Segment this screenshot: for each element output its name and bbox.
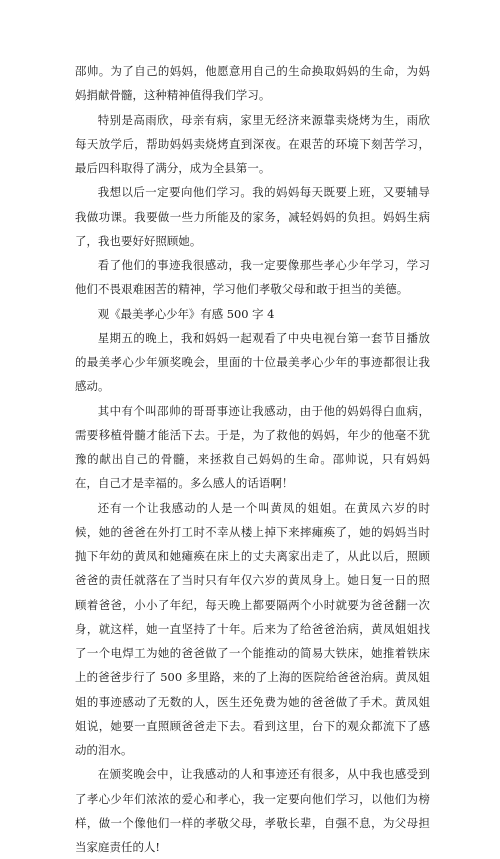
- paragraph-conclusion: 在颁奖晚会中，让我感动的人和事迹还有很多，从中我也感受到了孝心少年们浓浓的爱心和孝心，我一定要向他们学习，以他们为榜样，做一个像他们一样的孝敬父母，孝敬长辈，自强不息，为父母担当家庭责任的人!: [75, 767, 430, 854]
- paragraph-huang-feng: 还有一个让我感动的人是一个叫黄凤的姐姐。在黄凤六岁的时候，她的爸爸在外打工时不幸从楼上掉下来摔瘫痪了，她的妈妈当时抛下年幼的黄凤和她瘫痪在床上的丈夫离家出走了，从此以后，照顾爸爸的责任就落在了当时只有年仅六岁的黄凤身上。她日复一日的照顾着爸爸，小小了年纪，每天晚上都要隔两个小时就要为爸爸翻一次身，就这样，她一直坚持了十年。后来为了给爸爸治病，黄凤姐姐找了一个电焊工为她的爸爸做了一个能推动的简易大铁床，她推着铁床上的爸爸步行了 500 多里路，来的了上海的医院给爸爸治病。黄凤姐姐的事迹感动了无数的人，医生还免费为她的爸爸做了手术。黄凤姐姐说，她要一直照顾爸爸走下去。看到这里，台下的观众都流下了感动的泪水。: [75, 500, 430, 757]
- document-body: [75, 59, 430, 859]
- paragraph-gao-yuxin: 特别是高雨欣，母亲有病，家里无经济来源靠卖烧烤为生，雨欣每天放学后，帮助妈妈卖烧烤直到深夜。在艰苦的环境下刻苦学习，最后四科取得了满分，成为全县第一。: [75, 112, 430, 175]
- paragraph-continuation: 邵帅。为了自己的妈妈，他愿意用自己的生命换取妈妈的生命，为妈妈捐献骨髓，这种精神值得我们学习。: [75, 64, 430, 103]
- paragraph-shao-shuai: 其中有个叫邵帅的哥哥事迹让我感动，由于他的妈妈得白血病，需要移植骨髓才能活下去。于是，为了救他的妈妈，年少的他毫不犹豫的献出自己的骨髓，来拯救自己妈妈的生命。邵帅说，只有妈妈在，自己才是幸福的。多么感人的话语啊！: [75, 403, 430, 491]
- paragraph-moved: 看了他们的事迹我很感动，我一定要像那些孝心少年学习，学习他们不畏艰难困苦的精神，学习他们孝敬父母和敢于担当的美德。: [75, 258, 430, 297]
- essay-subtitle: 观《最美孝心少年》有感 500 字 4: [97, 306, 275, 321]
- paragraph-learn-from-them: 我想以后一定要向他们学习。我的妈妈每天既要上班，又要辅导我做功课。我要做一些力所能及的家务，减轻妈妈的负担。妈妈生病了，我也要好好照顾她。: [75, 185, 430, 248]
- paragraph-friday-evening: 星期五的晚上，我和妈妈一起观看了中央电视台第一套节目播放的最美孝心少年颁奖晚会，里面的十位最美孝心少年的事迹都很让我感动。: [75, 330, 430, 394]
